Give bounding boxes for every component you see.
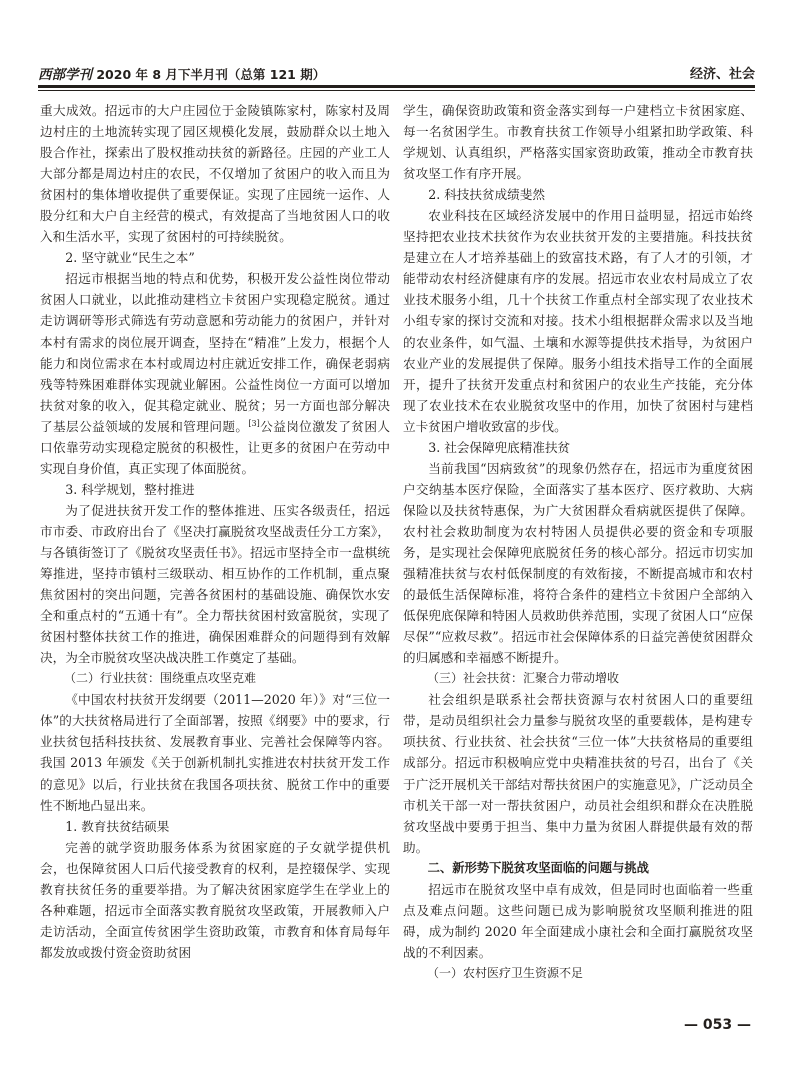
- header-rule-thick: [38, 85, 755, 88]
- paragraph-text: 学生，确保资助政策和资金落实到每一户建档立卡贫困家庭、每一名贫困学生。市教育扶贫工作领导小组紧扣助学政策、科学规划、认真组织，严格落实国家资助政策，推动全市教育扶贫攻坚工作有序开展。: [403, 103, 753, 182]
- journal-header: [38, 63, 325, 83]
- section-heading: [403, 858, 753, 879]
- item-heading: [40, 247, 390, 268]
- paragraph-text: 社会组织是联系社会帮扶资源与农村贫困人口的重要纽带，是动员组织社会力量参与脱贫攻坚的重要载体，是构建专项扶贫、行业扶贫、社会扶贫“三位一体”大扶贫格局的重要组成部分。招远市积极响应党中央精准扶贫的号召，出台了《关于广泛开展机关干部结对帮扶贫困户的实施意见》，广泛动员全市机关干部一对一帮扶贫困户，动员社会组织和群众在决胜脱贫攻坚战中要勇于担当、集中力量为贫困人群提供最有效的帮助。: [403, 692, 753, 855]
- paragraph-text: 招远市根据当地的特点和优势，积极开发公益性岗位带动贫困人口就业，以此推动建档立卡贫困户实现稳定脱贫。通过走访调研等形式筛选有劳动意愿和劳动能力的贫困户，并针对本村有需求的岗位展开调查，坚持在“精准”上发力，根据个人能力和岗位需求在本村或周边村庄就近安排工作，确保老弱病残等特殊困难群体实现就业解困。公益性岗位一方面可以增加扶贫对象的收入，促其稳定就业、脱贫；另一方面也部分解决了基层公益领域的发展和管理问题。: [40, 271, 390, 434]
- paragraph: [40, 837, 390, 963]
- item-heading: [40, 816, 390, 837]
- paragraph-text: （一）农村医疗卫生资源不足: [427, 965, 584, 980]
- issue-info: 2020 年 8 月下半月刊（总第 121 期）: [96, 67, 326, 82]
- subsection-heading: [40, 668, 390, 689]
- paragraph-continued: [403, 100, 753, 184]
- right-column: [403, 100, 753, 1030]
- paragraph: [403, 879, 753, 963]
- paragraph-text: 重大成效。招远市的大户庄园位于金陵镇陈家村，陈家村及周边村庄的土地流转实现了园区规模化发展，鼓励群众以土地入股合作社，探索出了股权推动扶贫的新路径。庄园的产业工人大部分都是周边村庄的农民，不仅增加了贫困户的收入而且为贫困村的集体增收提供了重要保证。实现了庄园统一运作、人股分红和大户自主经营的模式，有效提高了当地贫困人口的收入和生活水平，实现了贫困村的可持续脱贫。: [40, 103, 390, 245]
- item-heading: [403, 437, 753, 458]
- left-column: [40, 100, 390, 1030]
- running-header: [38, 55, 755, 85]
- paragraph-text: （三）社会扶贫：汇聚合力带动增收: [427, 671, 620, 686]
- paragraph: [403, 458, 753, 668]
- paragraph-text: 1. 教育扶贫结硕果: [65, 818, 170, 834]
- section-label: 经济、社会: [689, 67, 755, 82]
- paragraph: [403, 205, 753, 437]
- paragraph-text: 为了促进扶贫开发工作的整体推进、压实各级责任，招远市市委、市政府出台了《坚决打赢脱贫攻坚战责任分工方案》，与各镇街签订了《脱贫攻坚责任书》。招远市坚持全市一盘棋统筹推进，坚持市镇村三级联动、相互协作的工作机制，重点聚焦贫困村的突出问题，完善各贫困村的基础设施、确保饮水安全和重点村的“五通十有”。全力帮扶贫困村致富脱贫，实现了贫困村整体扶贫工作的推进，确保困难群众的问题得到有效解决，为全市脱贫攻坚决战决胜工作奠定了基础。: [40, 502, 390, 666]
- paragraph: [40, 268, 390, 478]
- paragraph-text: 招远市在脱贫攻坚中卓有成效，但是同时也面临着一些重点及难点问题。这些问题已成为影响脱贫攻坚顺利推进的阻碍，成为制约 2020 年全面建成小康社会和全面打赢脱贫攻坚战的不利因素。: [403, 881, 753, 960]
- paragraph: [40, 500, 390, 668]
- journal-logo: 西部学刊: [38, 67, 92, 83]
- subsection-heading: [403, 963, 753, 984]
- header-rule-thin: [38, 90, 755, 91]
- paragraph: [40, 689, 390, 815]
- page-number: — 053 —: [684, 1017, 751, 1033]
- paragraph-text: 3. 社会保障兜底精准扶贫: [428, 439, 571, 455]
- item-heading: [403, 184, 753, 205]
- paragraph-continued: [40, 100, 390, 247]
- item-heading: [40, 479, 390, 500]
- paragraph-text: 2. 坚守就业“民生之本”: [65, 250, 195, 266]
- citation-marker: [3]: [248, 418, 260, 428]
- paragraph-text: 2. 科技扶贫成绩斐然: [428, 187, 545, 203]
- paragraph-text: 《中国农村扶贫开发纲要（2011—2020 年）》对“三位一体”的大扶贫格局进行了全面部署，按照《纲要》中的要求，行业扶贫包括科技扶贫、发展教育事业、完善社会保障等内容。我国 2013 年颁发《关于创新机制扎实推进农村扶贫开发工作的意见》以后，行业扶贫在我国各项扶贫、脱贫工作中的重要性不断地凸显出来。: [40, 692, 390, 813]
- paragraph-text: 公益岗位激发了贫困人口依靠劳动实现稳定脱贫的积极性，让更多的贫困户在劳动中实现自身价值，真正实现了体面脱贫。: [40, 418, 390, 476]
- paragraph-text: 农业科技在区域经济发展中的作用日益明显，招远市始终坚持把农业技术扶贫作为农业扶贫开发的主要措施。科技扶贫是建立在人才培养基础上的致富技术路，有了人才的引领，才能带动农村经济健康有序的发展。招远市农业农村局成立了农业技术服务小组，几十个扶贫工作重点村全部实现了农业技术小组专家的探讨交流和对接。技术小组根据群众需求以及当地的农业条件，如气温、土壤和水源等提供技术指导，为贫困户农业产业的发展提供了保障。服务小组技术指导工作的全面展开，提升了扶贫开发重点村和贫困户的农业生产技能，充分体现了农业技术在农业脱贫攻坚中的作用，加快了贫困村与建档立卡贫困户增收致富的步伐。: [403, 208, 753, 434]
- subsection-heading: [403, 668, 753, 689]
- paragraph-text: 3. 科学规划，整村推进: [65, 481, 195, 497]
- paragraph-text: （二）行业扶贫：围绕重点攻坚克难: [64, 671, 257, 686]
- paragraph: [403, 689, 753, 857]
- paragraph-text: 当前我国“因病致贫”的现象仍然存在，招远市为重度贫困户交纳基本医疗保险，全面落实了基本医疗、医疗救助、大病保险以及扶贫特惠保，为广大贫困群众看病就医提供了保障。农村社会救助制度为农村特困人员提供必要的资金和专项服务，是实现社会保障兜底脱贫任务的核心部分。招远市切实加强精准扶贫与农村低保制度的有效衔接，不断提高城市和农村的最低生活保障标准，将符合条件的建档立卡贫困户全部纳入低保兜底保障和特困人员救助供养范围，实现了贫困人口“应保尽保”“应救尽救”。招远市社会保障体系的日益完善使贫困群众的归属感和幸福感不断提升。: [403, 460, 753, 666]
- paragraph-text: 完善的就学资助服务体系为贫困家庭的子女就学提供机会，也保障贫困人口后代接受教育的权利，是控辍保学、实现教育扶贫任务的重要举措。为了解决贫困家庭学生在学业上的各种难题，招远市全面落实教育脱贫攻坚政策，开展教师入户走访活动，全面宣传贫困学生资助政策，市教育和体育局每年都发放或拨付资金资助贫困: [40, 839, 390, 960]
- paragraph-text: 二、新形势下脱贫攻坚面临的问题与挑战: [427, 860, 649, 875]
